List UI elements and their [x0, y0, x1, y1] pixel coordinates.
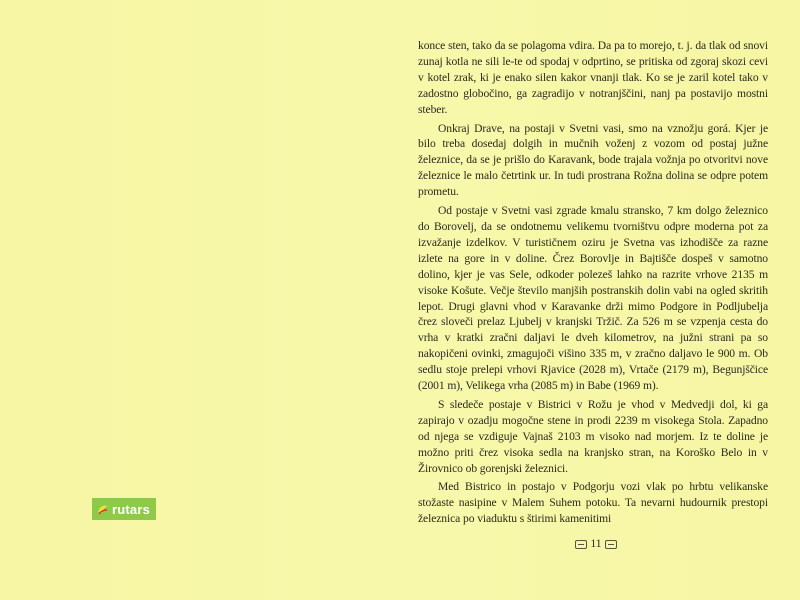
left-ornament-icon: [575, 540, 587, 549]
rutars-watermark[interactable]: [92, 498, 156, 520]
paragraph-5: Med Bistrico in postajo v Podgorju vozi vlak po hrbtu velikanske stožaste nasipine v Malem Suhem potoku. Ta nevarni hudournik prestopi železnica po viaduktu s štirimi kamenitimi: [418, 480, 768, 526]
page-footer: [566, 538, 626, 550]
paragraph-4: S sledeče postaje v Bistrici v Rožu je vhod v Medvedji dol, ki ga zapirajo v ozadju mogočne stene in prodi 2239 m visokega Stola. Zapadno od njega se vzdiguje Vajnaš 2103 m visoko nad morjem. Iz te doline je možno priti črez visoka sedla na kranjsko stran, na Koroško Belo in v Žirovnico ob gorenjski železnici.: [418, 397, 768, 475]
right-ornament-icon: [605, 540, 617, 549]
watermark-text: rutars: [112, 501, 151, 517]
paragraph-2: Onkraj Drave, na postaji v Svetni vasi, smo na vznožju gorá. Kjer je bilo treba dosedaj dolgih in mučnih voženj z vozom od postaj južne železnice, da se je prišlo do Karavank, bode trajala vožnja po otvoritvi nove železnice le malo četrtink ur. In tudi prostrana Rožna dolina se odpre potem prometu.: [418, 121, 768, 199]
paragraph-3: Od postaje v Svetni vasi zgrade kmalu stransko, 7 km dolgo železnico do Borovelj, da se ondotnemu velikemu tvorništvu odpre moderna pot za izvažanje izdelkov. V turističnem oziru je Svetna vas izhodišče za razne izlete na gore in v doline. Črez Borovlje in Bajtišče dospeš v samotno dolino, kjer je vas Sele, odkoder polezeš lahko na razrite vrhove 2135 m visoke Košute. Večje število manjših postranskih dolin vabi na ogled skritih lepot. Drugi glavni vhod v Karavanke drži mimo Podgore in Podljubelja črez sloveči prelaz Ljubelj v kranjski Tržič. Za 526 m se vzpenja cesta do vrha v kratki zračni daljavi le dveh kilometrov, na južni strani pa so nakopičeni ovinki, zmagujoči višino 335 m, v zračno daljavo le 900 m. Ob sedlu stoje prelepi vrhovi Rjavice (2028 m), Vrtače (2179 m), Begunjščice (2001 m), Velikega vrha (2085 m) in Babe (1969 m).: [418, 204, 768, 393]
page-number: 11: [590, 538, 602, 550]
paragraph-1: konce sten, tako da se polagoma vdira. Da pa to morejo, t. j. da tlak od snovi zunaj kotla ne sili le-te od spodaj v odprtino, se pritiska od zgoraj skozi cevi v kotel zrak, ki je enako silen kakor vnanji tlak. Ko se je zaril kotel tako v zadostno globočino, ga zagradijo v notranjščini, nanj pa postavijo mostni steber.: [418, 39, 768, 116]
body-text-column: [418, 38, 768, 527]
rutars-logo-icon: [96, 502, 110, 516]
